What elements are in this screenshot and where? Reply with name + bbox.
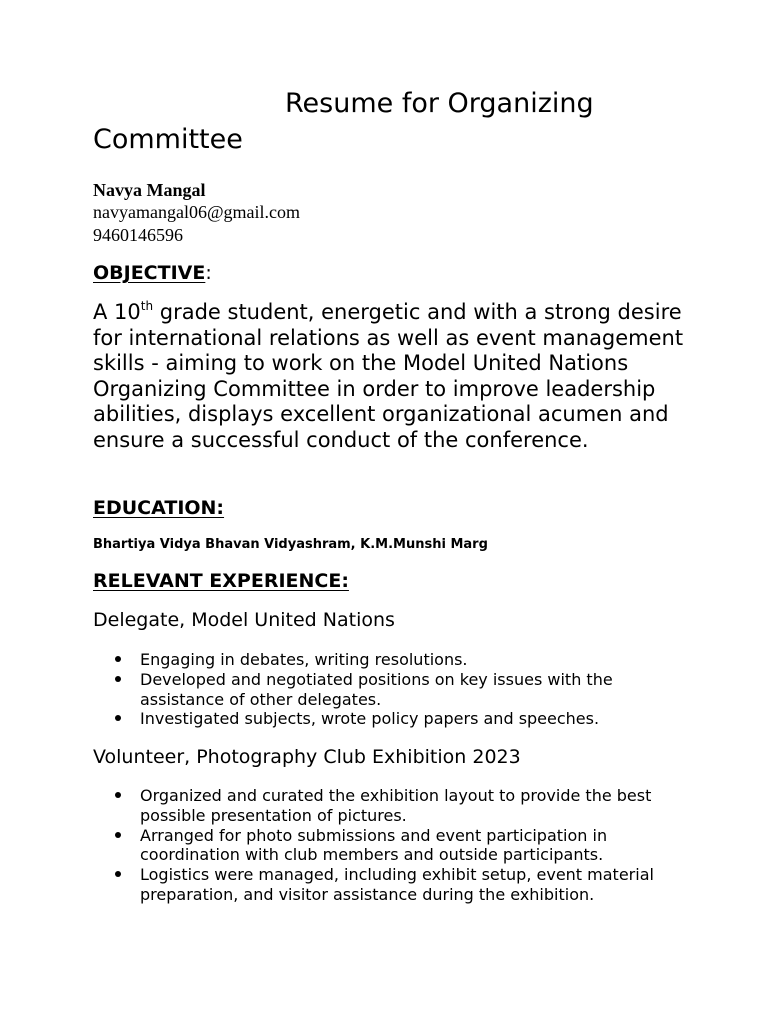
list-item	[93, 670, 693, 710]
candidate-email: navyamangal06@gmail.com	[93, 202, 301, 222]
role-title: Delegate, Model United Nations	[93, 609, 395, 631]
objective-heading-label: OBJECTIVE	[93, 262, 206, 284]
page-title: Resume for Organizing Committee	[93, 88, 594, 155]
objective-heading-colon: :	[205, 262, 212, 284]
list-item	[93, 865, 693, 905]
list-item-text: Developed and negotiated positions on key issues with the assistance of other delegates.	[140, 669, 613, 709]
role-bullet-list	[93, 786, 693, 905]
bullet-icon	[115, 676, 121, 682]
candidate-phone: 9460146596	[93, 225, 183, 245]
list-item-text: Engaging in debates, writing resolutions.	[140, 650, 468, 669]
list-item-text: Investigated subjects, wrote policy papers and speeches.	[140, 709, 600, 729]
list-item-text: Logistics were managed, including exhibit setup, event material preparation, and visitor assistance during the exhibition.	[140, 865, 654, 904]
objective-text-superscript: th	[140, 299, 154, 313]
objective-text-rest: grade student, energetic and with a strong desire for international relations as well as event management skills - aiming to work on the Model United Nations Organizing Committee in order to improve leadership abilities, displays excellent organizational acumen and ensure a successful conduct of the conference.	[93, 300, 684, 452]
objective-text-start: A 10	[93, 300, 141, 324]
school-name: Bhartiya Vidya Bhavan Vidyashram, K.M.Munshi Marg	[93, 537, 488, 552]
bullet-icon	[115, 832, 121, 838]
bullet-icon	[115, 792, 121, 798]
list-item-text: Arranged for photo submissions and event participation in coordination with club members and outside participants.	[140, 825, 608, 865]
objective-heading	[93, 261, 212, 285]
list-item	[93, 786, 693, 826]
list-item	[93, 650, 693, 670]
education-heading: EDUCATION:	[93, 497, 225, 519]
bullet-icon	[115, 871, 121, 877]
role-title: Volunteer, Photography Club Exhibition 2023	[93, 746, 521, 768]
list-item	[93, 709, 693, 729]
role-bullet-list	[93, 650, 693, 729]
list-item	[93, 826, 693, 866]
bullet-icon	[115, 656, 121, 662]
candidate-name: Navya Mangal	[93, 180, 206, 200]
list-item-text: Organized and curated the exhibition layout to provide the best possible presentation of pictures.	[140, 786, 652, 825]
objective-text	[93, 300, 693, 454]
bullet-icon	[115, 715, 121, 721]
experience-heading: RELEVANT EXPERIENCE:	[93, 570, 349, 592]
